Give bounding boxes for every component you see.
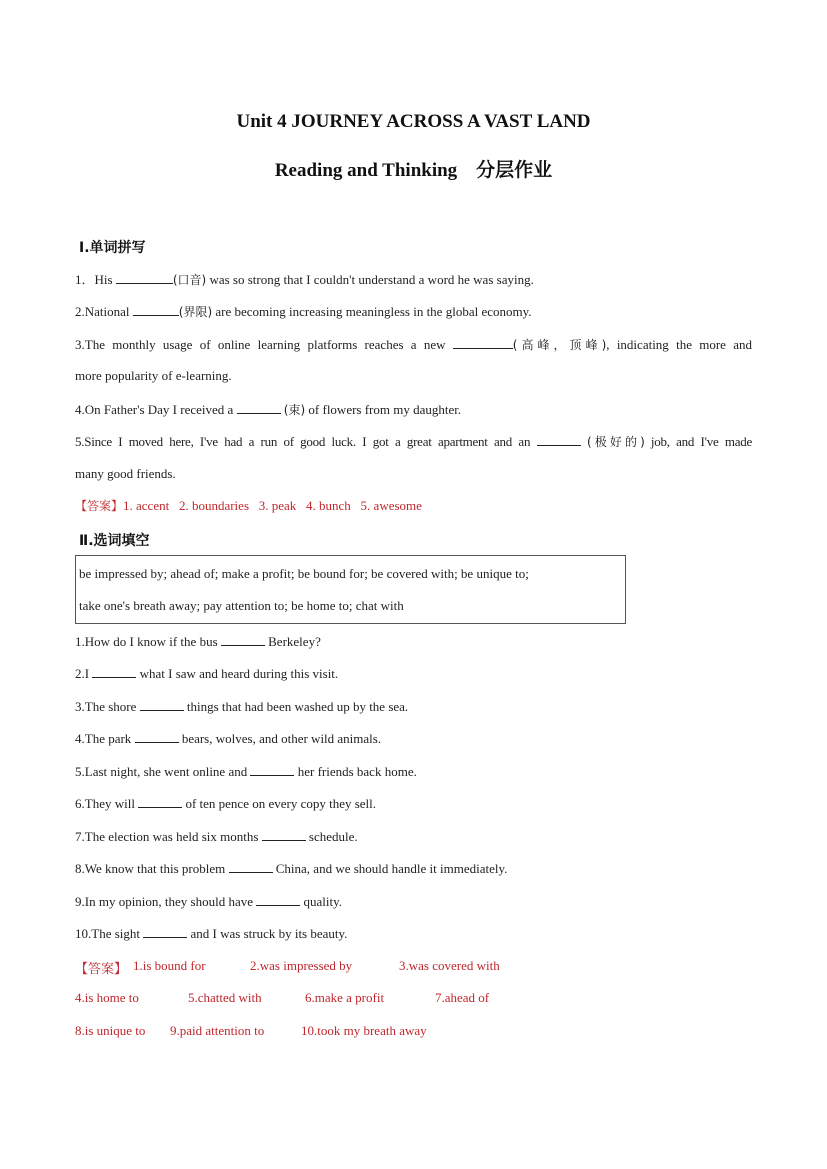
answer-blank — [138, 795, 182, 808]
s2-answer-7: 7.ahead of — [435, 990, 490, 1005]
q-text: 5.Since I moved here, I've had a run of good luck. I got a great apartment and an — [75, 434, 537, 449]
q-text: are becoming increasing meaningless in the global economy. — [212, 304, 532, 319]
q-text: 2.I — [75, 666, 93, 681]
q-text: job, and I've made — [644, 434, 752, 449]
q-text: 3.The shore — [75, 699, 140, 714]
q-text: of flowers from my daughter. — [305, 402, 462, 417]
s2-question-2 — [75, 665, 338, 682]
answer-blank — [140, 698, 184, 711]
word-bank-line-2: take one's breath away; pay attention to; be home to; chat with — [79, 598, 404, 613]
s2-question-10 — [75, 925, 347, 942]
answer-blank — [229, 860, 273, 873]
s2-question-6 — [75, 795, 376, 812]
q-text: was so strong that I couldn't understand a word he was saying. — [206, 272, 534, 287]
answer-blank — [256, 893, 300, 906]
q-text: 9.In my opinion, they should have — [75, 894, 257, 909]
section2-heading: Ⅱ.选词填空 — [79, 533, 150, 549]
q-text: bears, wolves, and other wild animals. — [178, 731, 382, 746]
s1-question-5-cont: many good friends. — [75, 466, 176, 481]
q-text: things that had been washed up by the sea. — [183, 699, 409, 714]
q-hint: (界限) — [178, 305, 213, 319]
answer-blank — [250, 763, 294, 776]
q-text: China, and we should handle it immediately. — [272, 861, 508, 876]
s1-question-2 — [75, 303, 532, 320]
answer-text: 1. accent 2. boundaries 3. peak 4. bunch 5. awesome — [123, 498, 422, 513]
s2-answer-6: 6.make a profit — [305, 990, 385, 1005]
answer-blank — [92, 665, 136, 678]
s2-question-1 — [75, 633, 321, 650]
s2-question-4 — [75, 730, 381, 747]
word-bank-line-1: be impressed by; ahead of; make a profit; be bound for; be covered with; be unique to; — [79, 566, 529, 581]
q-text: Berkeley? — [264, 634, 321, 649]
s1-question-4 — [75, 401, 461, 418]
document-subtitle: Reading and Thinking 分层作业 — [274, 160, 553, 181]
q-hint: (束) — [283, 403, 306, 417]
s2-answer-5: 5.chatted with — [188, 990, 262, 1005]
q-text: 2.National — [75, 304, 133, 319]
s2-answer-4: 4.is home to — [75, 990, 139, 1005]
answer-blank — [453, 336, 513, 349]
s1-question-3 — [75, 336, 752, 353]
s2-answer-9: 9.paid attention to — [170, 1023, 265, 1038]
q-hint: (高峰，顶峰) — [512, 338, 607, 352]
q-text: 8.We know that this problem — [75, 861, 229, 876]
q-text: what I saw and heard during this visit. — [136, 666, 339, 681]
answer-blank — [537, 433, 581, 446]
answer-blank — [143, 925, 187, 938]
q-text: 3.The monthly usage of online learning platforms reaches a new — [75, 337, 453, 352]
s2-question-8 — [75, 860, 507, 877]
q-hint: (口音) — [172, 273, 207, 287]
q-text: 6.They will — [75, 796, 139, 811]
answer-blank — [262, 828, 306, 841]
q-text: of ten pence on every copy they sell. — [182, 796, 377, 811]
q-text: 5.Last night, she went online and — [75, 764, 251, 779]
s1-question-3-cont: more popularity of e-learning. — [75, 368, 232, 383]
word-bank-box — [75, 555, 626, 624]
q-text: 4.The park — [75, 731, 135, 746]
s2-question-5 — [75, 763, 417, 780]
section1-heading: Ⅰ.单词拼写 — [79, 240, 146, 256]
s1-question-5 — [75, 433, 752, 450]
q-text: 1.How do I know if the bus — [75, 634, 221, 649]
q-text: her friends back home. — [294, 764, 417, 779]
answer-blank — [133, 303, 179, 316]
s1-question-1 — [75, 271, 534, 288]
s2-answer-10: 10.took my breath away — [301, 1023, 427, 1038]
q-text: 10.The sight — [75, 926, 144, 941]
s2-question-9 — [75, 893, 342, 910]
s2-answer-1: 1.is bound for — [133, 958, 206, 973]
s1-answer-line — [75, 498, 422, 514]
s2-answer-3: 3.was covered with — [399, 958, 500, 973]
q-text: , indicating the more and — [606, 337, 752, 352]
q-text: and I was struck by its beauty. — [187, 926, 348, 941]
s2-question-3 — [75, 698, 408, 715]
answer-blank — [237, 401, 281, 414]
s2-answer-8: 8.is unique to — [75, 1023, 146, 1038]
q-text: 7.The election was held six months — [75, 829, 262, 844]
answer-blank — [116, 271, 173, 284]
q-text: 4.On Father's Day I received a — [75, 402, 237, 417]
q-text: quality. — [300, 894, 343, 909]
s2-answer-tag: 【答案】 — [75, 962, 128, 977]
document-title: Unit 4 JOURNEY ACROSS A VAST LAND — [236, 111, 591, 132]
s2-question-7 — [75, 828, 358, 845]
q-hint: (极好的) — [586, 435, 645, 449]
answer-tag: 【答案】 — [75, 499, 124, 513]
q-text: schedule. — [305, 829, 358, 844]
s2-answer-2: 2.was impressed by — [250, 958, 353, 973]
q-text: 1．His — [75, 272, 116, 287]
answer-blank — [221, 633, 265, 646]
answer-blank — [135, 730, 179, 743]
